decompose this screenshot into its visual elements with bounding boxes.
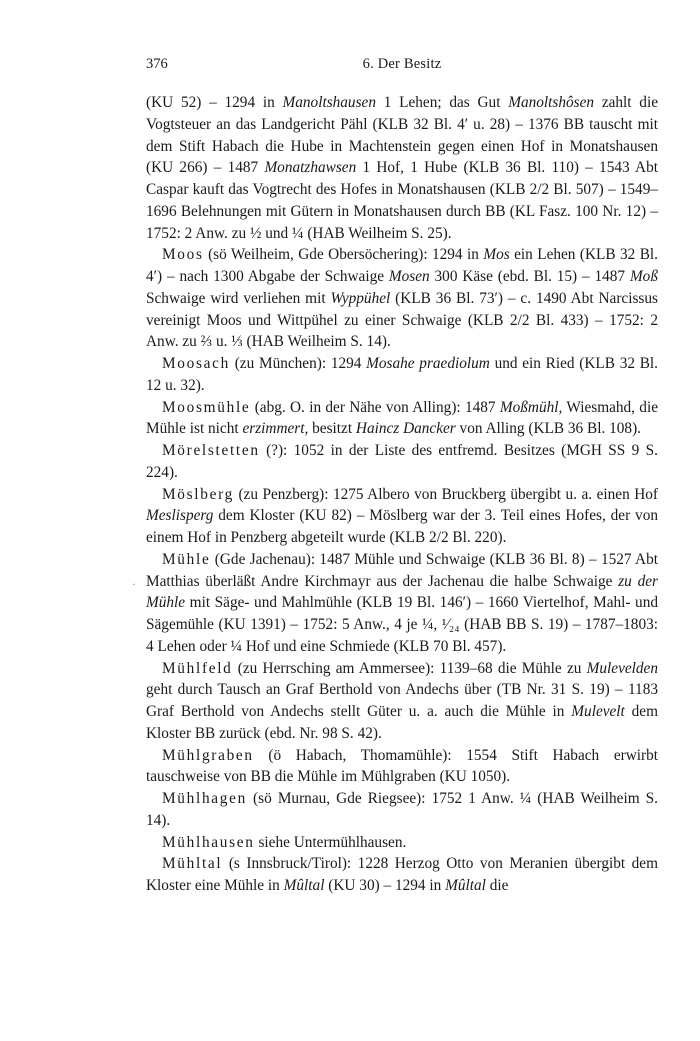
entry-text: (s Innsbruck/Tirol): 1228 Herzog Otto von Meranien übergibt dem Kloster eine Mühle in [146,855,658,894]
source-spelling: Haincz Dancker [355,420,456,438]
place-name: Moosmühle [162,398,251,416]
source-spelling: zu der Mühle [146,572,658,612]
entry-paragraph [146,788,658,832]
place-name: Mörelstetten [162,442,260,459]
place-name: Mühlgraben [162,746,254,764]
entry-text: (zu Herrsching am Ammersee): 1139–68 die Mühle zu [232,659,587,677]
source-spelling: Monatzhawsen [264,159,357,177]
entry-paragraph [146,658,658,745]
entry-text: Schwaige wird verliehen mit [146,289,331,307]
place-name: Mühlfeld [162,659,233,677]
entry-text: 1 Hof, 1 Hube (KLB 36 Bl. 110) – 1543 Abt Caspar kauft das Vogtrecht des Hofes in Monatshausen (KLB 2/2 Bl. 507) – 1549–1696 Belehnungen mit Gütern in Monatshausen durch BB (KL Fasz. 100 Nr. 12) – 1752: 2 Anw. zu ½ und ¼ (HAB Weilheim S. 25). [146,159,658,242]
place-name: Möslberg [162,485,234,503]
source-spelling: Wyppühel [330,289,391,307]
entry-text: Wiesmahd, die Mühle ist nicht [146,398,658,438]
page-header [146,56,658,80]
entry-text: (zu Penzberg): 1275 Albero von Bruckberg übergibt u. a. einen Hof [233,485,658,503]
place-name: Moosach [162,355,230,372]
entry-text: die [485,877,509,894]
entry-text: 300 Käse (ebd. Bl. 15) – 1487 [429,268,630,285]
source-spelling: Mos [483,246,510,264]
source-spelling: Meslisperg [146,507,214,525]
entry-paragraph [146,244,658,353]
entry-text: dem Kloster BB zurück (ebd. Nr. 98 S. 42). [146,703,658,742]
place-name: Mühle [162,550,211,568]
place-name: Mühltal [162,855,223,873]
entry-paragraph [146,397,658,441]
entry-continuation [146,92,658,244]
source-spelling: Moß [629,268,658,285]
entry-text: (KU 52) – 1294 in [146,94,283,111]
entry-text: 1 Lehen; das Gut [375,94,509,111]
running-head: 6. Der Besitz [362,56,442,72]
margin-mark: · [132,577,136,591]
entry-paragraph [146,484,658,549]
book-page [146,56,658,897]
entry-text: mit Säge- und Mahlmühle (KLB 19 Bl. 146′) – 1660 Viertelhof, Mahl- und Sägemühle (KU 1391) – 1752: 5 Anw., 4 je ¼, ¹⁄₂₄ (HAB BB S. 19) – 1787–1803: 4 Lehen oder ¼ Hof und eine Schmiede (KLB 70 Bl. 457). [146,594,658,655]
entry-text: von Alling (KLB 36 Bl. 108). [455,420,641,438]
entry-text: (zu München): 1294 [229,355,367,372]
entry-text: (Gde Jachenau): 1487 Mühle und Schwaige (KLB 36 Bl. 8) – 1527 Abt Matthias überläßt Andre Kirchmayr aus der Jachenau die halbe Schwaige [146,550,658,590]
place-name: Moos [162,246,204,264]
source-spelling: Mulevelt [571,703,625,720]
entry-text: (KLB 36 Bl. 73′) – c. 1490 Abt Narcissus vereinigt Moos und Wittpühel zu einer Schwaige (KLB 2/2 Bl. 433) – 1752: 2 Anw. zu ⅔ u. ⅓ (HAB Weilheim S. 14). [146,289,658,351]
article-body [146,92,658,897]
place-name: Mühlhagen [162,790,247,807]
source-spelling: Mosen [388,268,430,285]
source-spelling: erzimmert, [242,420,309,438]
entry-paragraph [146,832,658,854]
page-number: 376 [146,56,168,72]
entry-text: (sö Murnau, Gde Riegsee): 1752 1 Anw. ¼ (HAB Weilheim S. 14). [146,790,658,829]
source-spelling: Mulevelden [586,659,658,677]
entry-paragraph [146,853,658,897]
source-spelling: Manoltshausen [282,94,376,111]
entry-paragraph [146,549,658,658]
entry-text: (sö Weilheim, Gde Obersöchering): 1294 in [203,246,484,264]
entry-paragraph [146,353,658,397]
entry-text: (?): 1052 in der Liste des entfremd. Besitzes (MGH SS 9 S. 224). [146,442,658,481]
entry-text: zahlt die Vogtsteuer an das Landgericht Pähl (KLB 32 Bl. 4′ u. 28) – 1376 BB tauscht mit dem Stift Habach die Hube in Machtenstein gegen einen Hof in Monatshausen (KU 266) – 1487 [146,94,658,177]
source-spelling: Mûltal [283,877,325,894]
source-spelling: Mosahe praediolum [366,355,490,372]
entry-text: (KU 30) – 1294 in [324,877,446,894]
entry-text: besitzt [308,420,356,438]
entry-text: (ö Habach, Thomamühle): 1554 Stift Habach erwirbt tauschweise von BB die Mühle im Mühlgraben (KU 1050). [146,746,658,786]
entry-text: siehe Untermühlhausen. [254,833,407,851]
entry-paragraph [146,440,658,484]
entry-text: und ein Ried (KLB 32 Bl. 12 u. 32). [146,355,658,394]
place-name: Mühlhausen [162,833,255,851]
entry-paragraph [146,745,658,789]
entry-text: (abg. O. in der Nähe von Alling): 1487 [250,398,500,416]
entry-text: geht durch Tausch an Graf Berthold von Andechs über (TB Nr. 31 S. 19) – 1183 Graf Berthold von Andechs stellt Güter u. a. auch die Mühle in [146,681,658,720]
source-spelling: Moßmühl, [499,398,563,416]
source-spelling: Manoltshôsen [508,94,595,111]
entry-text: ein Lehen (KLB 32 Bl. 4′) – nach 1300 Abgabe der Schwaige [146,246,658,285]
source-spelling: Mûltal [445,877,486,894]
entry-text: dem Kloster (KU 82) – Möslberg war der 3. Teil eines Hofes, der von einem Hof in Penzberg abgeteilt wurde (KLB 2/2 Bl. 220). [146,507,658,546]
